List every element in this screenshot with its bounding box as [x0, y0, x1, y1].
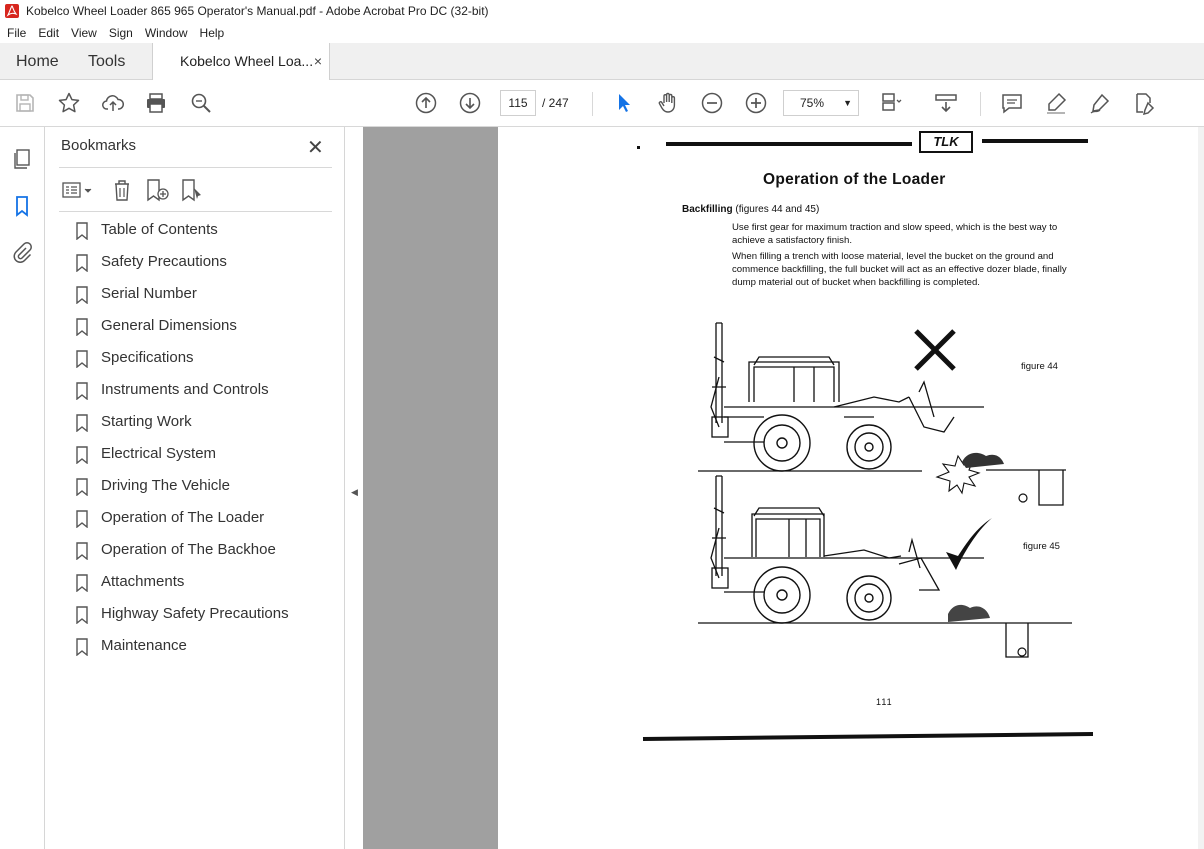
pdf-page: [498, 127, 1202, 849]
bookmarks-panel: [45, 127, 345, 849]
brand-logo: TLK: [933, 134, 959, 149]
figure-caption: figure 45: [1023, 541, 1060, 552]
toolbar: [0, 80, 1204, 127]
print-icon[interactable]: [143, 90, 169, 116]
bookmark-label: Attachments: [101, 573, 185, 590]
tab-document-label: Kobelco Wheel Loa...: [180, 53, 314, 69]
window-title: Kobelco Wheel Loader 865 965 Operator's Manual.pdf - Adobe Acrobat Pro DC (32-bit): [26, 4, 489, 18]
bookmark-label: Specifications: [101, 349, 194, 366]
save-icon[interactable]: [12, 90, 38, 116]
left-navigation-rail: [0, 127, 45, 849]
delete-bookmark-icon[interactable]: [111, 178, 133, 202]
menu-help[interactable]: Help: [199, 25, 225, 40]
bookmark-item[interactable]: [75, 349, 289, 381]
zoom-out-icon[interactable]: [699, 90, 725, 116]
chevron-down-icon: ▼: [843, 98, 852, 108]
bookmark-label: Serial Number: [101, 285, 197, 302]
vertical-scrollbar[interactable]: [1198, 127, 1204, 849]
bookmark-item[interactable]: [75, 253, 289, 285]
bookmark-label: Maintenance: [101, 637, 187, 654]
next-page-icon[interactable]: [457, 90, 483, 116]
section-title: Backfilling: [682, 204, 733, 215]
page-number-label: 111: [876, 697, 893, 707]
menu-file[interactable]: File: [7, 25, 27, 40]
bookmark-icon: [75, 350, 89, 368]
bookmark-item[interactable]: [75, 445, 289, 477]
page-number-input[interactable]: 115: [500, 90, 536, 116]
draw-pen-icon[interactable]: [1087, 90, 1113, 116]
bookmark-icon: [75, 318, 89, 336]
tab-document[interactable]: [152, 43, 330, 81]
menu-sign[interactable]: Sign: [108, 25, 133, 40]
page-thumbnails-icon[interactable]: [10, 147, 34, 171]
divider: [59, 167, 332, 168]
bookmark-item[interactable]: [75, 605, 289, 637]
bookmark-tools: [59, 177, 339, 205]
section-heading: [682, 204, 819, 215]
bookmark-icon: [75, 414, 89, 432]
page-total: / 247: [542, 96, 569, 110]
bookmark-item[interactable]: [75, 637, 289, 669]
bookmark-label: Operation of The Loader: [101, 509, 265, 526]
bookmark-icon: [75, 606, 89, 624]
hand-tool-icon[interactable]: [655, 90, 681, 116]
bookmark-icon: [75, 478, 89, 496]
previous-page-icon[interactable]: [413, 90, 439, 116]
bookmark-label: Highway Safety Precautions: [101, 605, 289, 622]
bookmark-icon: [75, 510, 89, 528]
close-tab-icon[interactable]: ×: [313, 53, 322, 69]
close-icon[interactable]: ✕: [307, 137, 324, 159]
tab-bar: [0, 43, 1204, 80]
collapse-panel-icon[interactable]: ◀: [351, 487, 358, 497]
paragraph: When filling a trench with loose material, level the bucket on the ground and commence backfilling, the full bucket will act as an effective dozer blade, finally dump material out of bucket when backfilling is completed.: [732, 251, 1067, 288]
divider: [59, 211, 332, 212]
figure-caption: figure 44: [1021, 361, 1058, 372]
bookmark-panel-icon[interactable]: [10, 194, 34, 218]
page-header-rule: [498, 127, 1202, 167]
add-bookmark-icon[interactable]: [145, 178, 171, 202]
bookmark-list: [75, 221, 289, 669]
section-figures-ref: (figures 44 and 45): [735, 204, 820, 215]
bookmarks-title: Bookmarks: [61, 137, 137, 154]
acrobat-icon: [4, 3, 20, 19]
bookmark-label: Instruments and Controls: [101, 381, 269, 398]
bookmark-item[interactable]: [75, 413, 289, 445]
attachment-icon[interactable]: [10, 241, 34, 265]
zoom-in-icon[interactable]: [743, 90, 769, 116]
panel-splitter[interactable]: [345, 127, 363, 849]
find-bookmark-icon[interactable]: [180, 178, 206, 202]
bookmark-icon: [75, 542, 89, 560]
page-heading: Operation of the Loader: [763, 171, 946, 188]
bookmark-icon: [75, 638, 89, 656]
bookmark-item[interactable]: [75, 221, 289, 253]
menu-bar: [0, 22, 1204, 43]
highlight-pen-icon[interactable]: [1043, 90, 1069, 116]
bookmark-icon: [75, 382, 89, 400]
figure-45-illustration: [694, 472, 1074, 662]
bookmark-icon: [75, 286, 89, 304]
bookmark-icon: [75, 446, 89, 464]
bookmark-label: Driving The Vehicle: [101, 477, 230, 494]
edit-pdf-icon[interactable]: [1131, 90, 1157, 116]
bookmark-item[interactable]: [75, 477, 289, 509]
zoom-level-select[interactable]: [783, 90, 859, 116]
bookmark-icon: [75, 254, 89, 272]
scroll-mode-icon[interactable]: [933, 90, 959, 116]
zoom-level-value: 75%: [800, 96, 825, 110]
document-viewer[interactable]: [363, 127, 1204, 849]
menu-window[interactable]: Window: [144, 25, 188, 40]
bookmark-item[interactable]: [75, 285, 289, 317]
bookmark-label: General Dimensions: [101, 317, 237, 334]
page-footer-rule: [638, 729, 1098, 745]
bookmark-label: Operation of The Backhoe: [101, 541, 276, 558]
bookmark-item[interactable]: [75, 509, 289, 541]
toolbar-divider: [980, 92, 981, 116]
star-icon[interactable]: [56, 90, 82, 116]
menu-view[interactable]: View: [71, 25, 97, 40]
select-cursor-icon[interactable]: [611, 90, 637, 116]
bookmark-label: Table of Contents: [101, 221, 218, 238]
comment-icon[interactable]: [999, 90, 1025, 116]
upload-cloud-icon[interactable]: [100, 90, 126, 116]
bookmark-icon: [75, 574, 89, 592]
zoom-search-icon[interactable]: [188, 90, 214, 116]
bookmark-icon: [75, 222, 89, 240]
tab-home[interactable]: Home: [16, 53, 59, 70]
tab-tools[interactable]: Tools: [88, 53, 126, 70]
paragraph: Use first gear for maximum traction and slow speed, which is the best way to achieve a satisfactory finish.: [732, 222, 1058, 246]
bookmark-options-icon[interactable]: [61, 179, 95, 201]
menu-edit[interactable]: Edit: [38, 25, 60, 40]
bookmark-label: Starting Work: [101, 413, 192, 430]
bookmark-item[interactable]: [75, 317, 289, 349]
bookmark-label: Safety Precautions: [101, 253, 227, 270]
title-bar: [0, 0, 1204, 22]
bookmark-item[interactable]: [75, 573, 289, 605]
bookmark-label: Electrical System: [101, 445, 217, 462]
bookmark-item[interactable]: [75, 381, 289, 413]
page-display-icon[interactable]: [877, 90, 903, 116]
toolbar-divider: [592, 92, 593, 116]
bookmark-item[interactable]: [75, 541, 289, 573]
